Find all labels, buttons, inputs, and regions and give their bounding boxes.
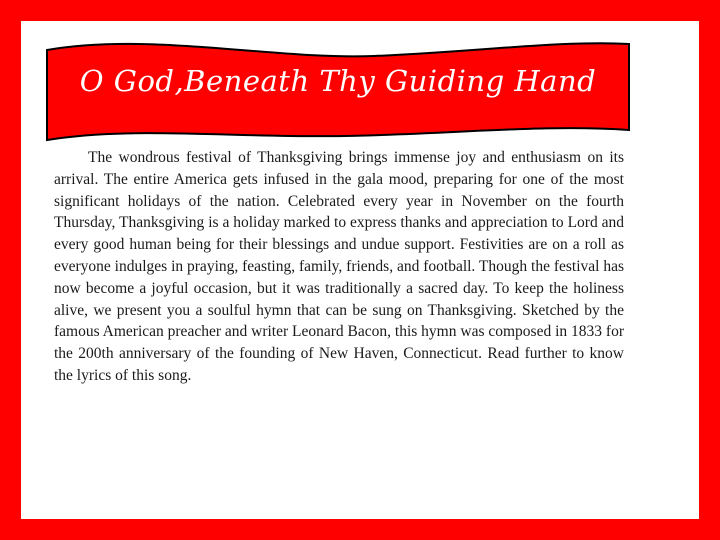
body-paragraph: The wondrous festival of Thanksgiving brings immense joy and enthusiasm on its arrival. The entire America gets infused in the gala mood, preparing for one of the most significant holidays of the nation. Celebrated every year in November on the fourth Thursday, Thanksgiving is a holiday marked to express thanks and appreciation to Lord and every good human being for their blessings and undue support. Festivities are on a roll as everyone indulges in praying, feasting, family, friends, and football. Though the festival has now become a joyful occasion, but it was traditionally a sacred day. To keep the holiness alive, we present you a soulful hymn that can be sung on Thanksgiving. Sketched by the famous American preacher and writer Leonard Bacon, this hymn was composed in 1833 for the 200th anniversary of the founding of New Haven, Connecticut. Read further to know the lyrics of this song. — [54, 149, 624, 384]
slide-title: O God,Beneath Thy Guiding Hand — [79, 64, 597, 98]
title-banner — [44, 38, 632, 144]
